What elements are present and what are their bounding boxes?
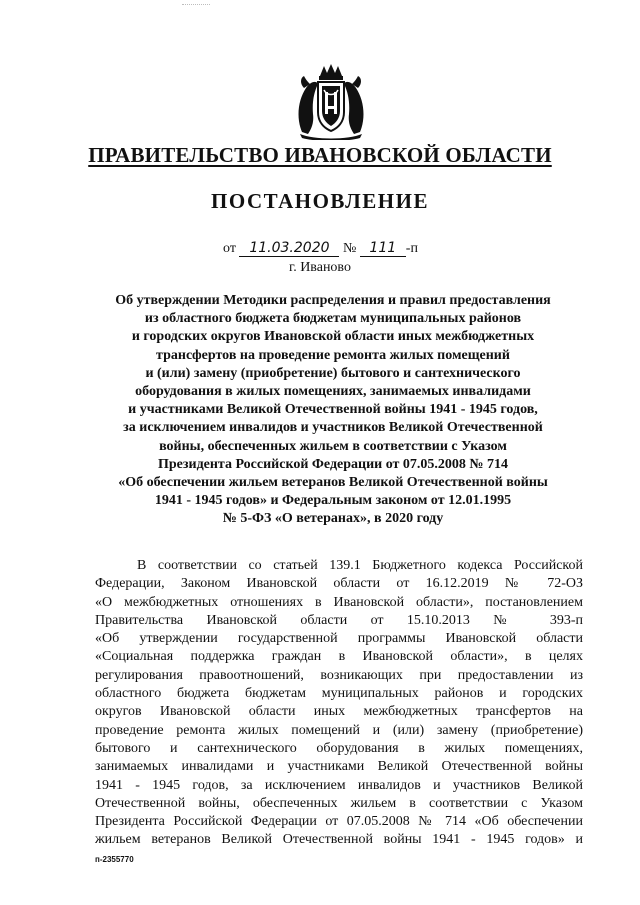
body-line: Правительства Ивановской области от 15.10.2013 № 393-п	[95, 612, 583, 628]
document-subject	[96, 292, 570, 529]
body-line: бытового и сантехнического оборудования в жилых помещениях,	[95, 740, 583, 756]
organization-title: ПРАВИТЕЛЬСТВО ИВАНОВСКОЙ ОБЛАСТИ	[88, 143, 552, 167]
body-line: «О межбюджетных отношениях в Ивановской области», постановлением	[95, 594, 583, 610]
body-line: «Об утверждении государственной программы Ивановской области	[95, 631, 583, 647]
subject-line: за исключением инвалидов и участников Великой Отечественной	[123, 420, 543, 436]
body-line: регулирования правоотношений, возникающих при предоставлении из	[95, 667, 583, 683]
body-line: В соответствии со статьей 139.1 Бюджетного кодекса Российской	[137, 558, 583, 573]
number-suffix: -п	[405, 241, 418, 256]
number-sign: №	[342, 241, 357, 256]
scan-artifact	[182, 4, 210, 7]
date-prefix: от	[223, 241, 236, 256]
subject-line: трансфертов на проведение ремонта жилых помещений	[156, 347, 510, 363]
body-line: Отечественной войны, обеспеченных жильем в соответствии с Указом	[95, 795, 583, 811]
coat-of-arms-icon	[294, 62, 368, 140]
subject-line: «Об обеспечении жильем ветеранов Великой Отечественной войны	[118, 475, 548, 491]
subject-line: 1941 - 1945 годов» и Федеральным законом от 12.01.1995	[154, 493, 512, 509]
subject-line: Об утверждении Методики распределения и правил предоставления	[115, 293, 551, 308]
subject-line: и участниками Великой Отечественной войны 1941 - 1945 годов,	[128, 402, 538, 418]
document-type-title: ПОСТАНОВЛЕНИЕ	[211, 189, 429, 213]
subject-line: из областного бюджета бюджетам муниципальных районов	[144, 311, 522, 327]
document-code: п-2355770	[95, 855, 134, 864]
body-line: Президента Российской Федерации от 07.05.2008 № 714 «Об обеспечении	[95, 814, 583, 830]
body-line: округов Ивановской области иных межбюджетных трансфертов на	[95, 704, 583, 720]
body-paragraph	[95, 557, 583, 850]
subject-line: № 5-ФЗ «О ветеранах», в 2020 году	[222, 511, 444, 527]
body-line: 1941 - 1945 годов, за исключением инвалидов и участников Великой	[95, 777, 583, 793]
subject-line: и (или) замену (приобретение) бытового и сантехнического	[145, 365, 521, 381]
subject-line: войны, обеспеченных жильем в соответствии с Указом	[159, 438, 507, 454]
city: г. Иваново	[289, 260, 351, 275]
body-line: проведение ремонта жилых помещений и (или) замену (приобретение)	[95, 722, 583, 738]
body-line: областного бюджета бюджетам муниципальных районов и городских	[95, 686, 583, 702]
body-line: Федерации, Законом Ивановской области от 16.12.2019 № 72-ОЗ	[95, 576, 583, 592]
subject-line: оборудования в жилых помещениях, занимаемых инвалидами	[135, 384, 531, 400]
body-line: занимаемых инвалидами и участниками Великой Отечественной войны	[95, 759, 583, 775]
body-line: жильем ветеранов Великой Отечественной войны 1941 - 1945 годов» и	[95, 832, 583, 848]
handwritten-number: 111	[360, 240, 406, 257]
subject-line: и городских округов Ивановской области иных межбюджетных	[131, 329, 535, 345]
subject-line: Президента Российской Федерации от 07.05.2008 № 714	[157, 456, 508, 472]
date-number-line	[223, 240, 543, 257]
handwritten-date: 11.03.2020	[239, 240, 339, 257]
body-line: «Социальная поддержка граждан в Ивановской области», в целях	[95, 649, 583, 665]
